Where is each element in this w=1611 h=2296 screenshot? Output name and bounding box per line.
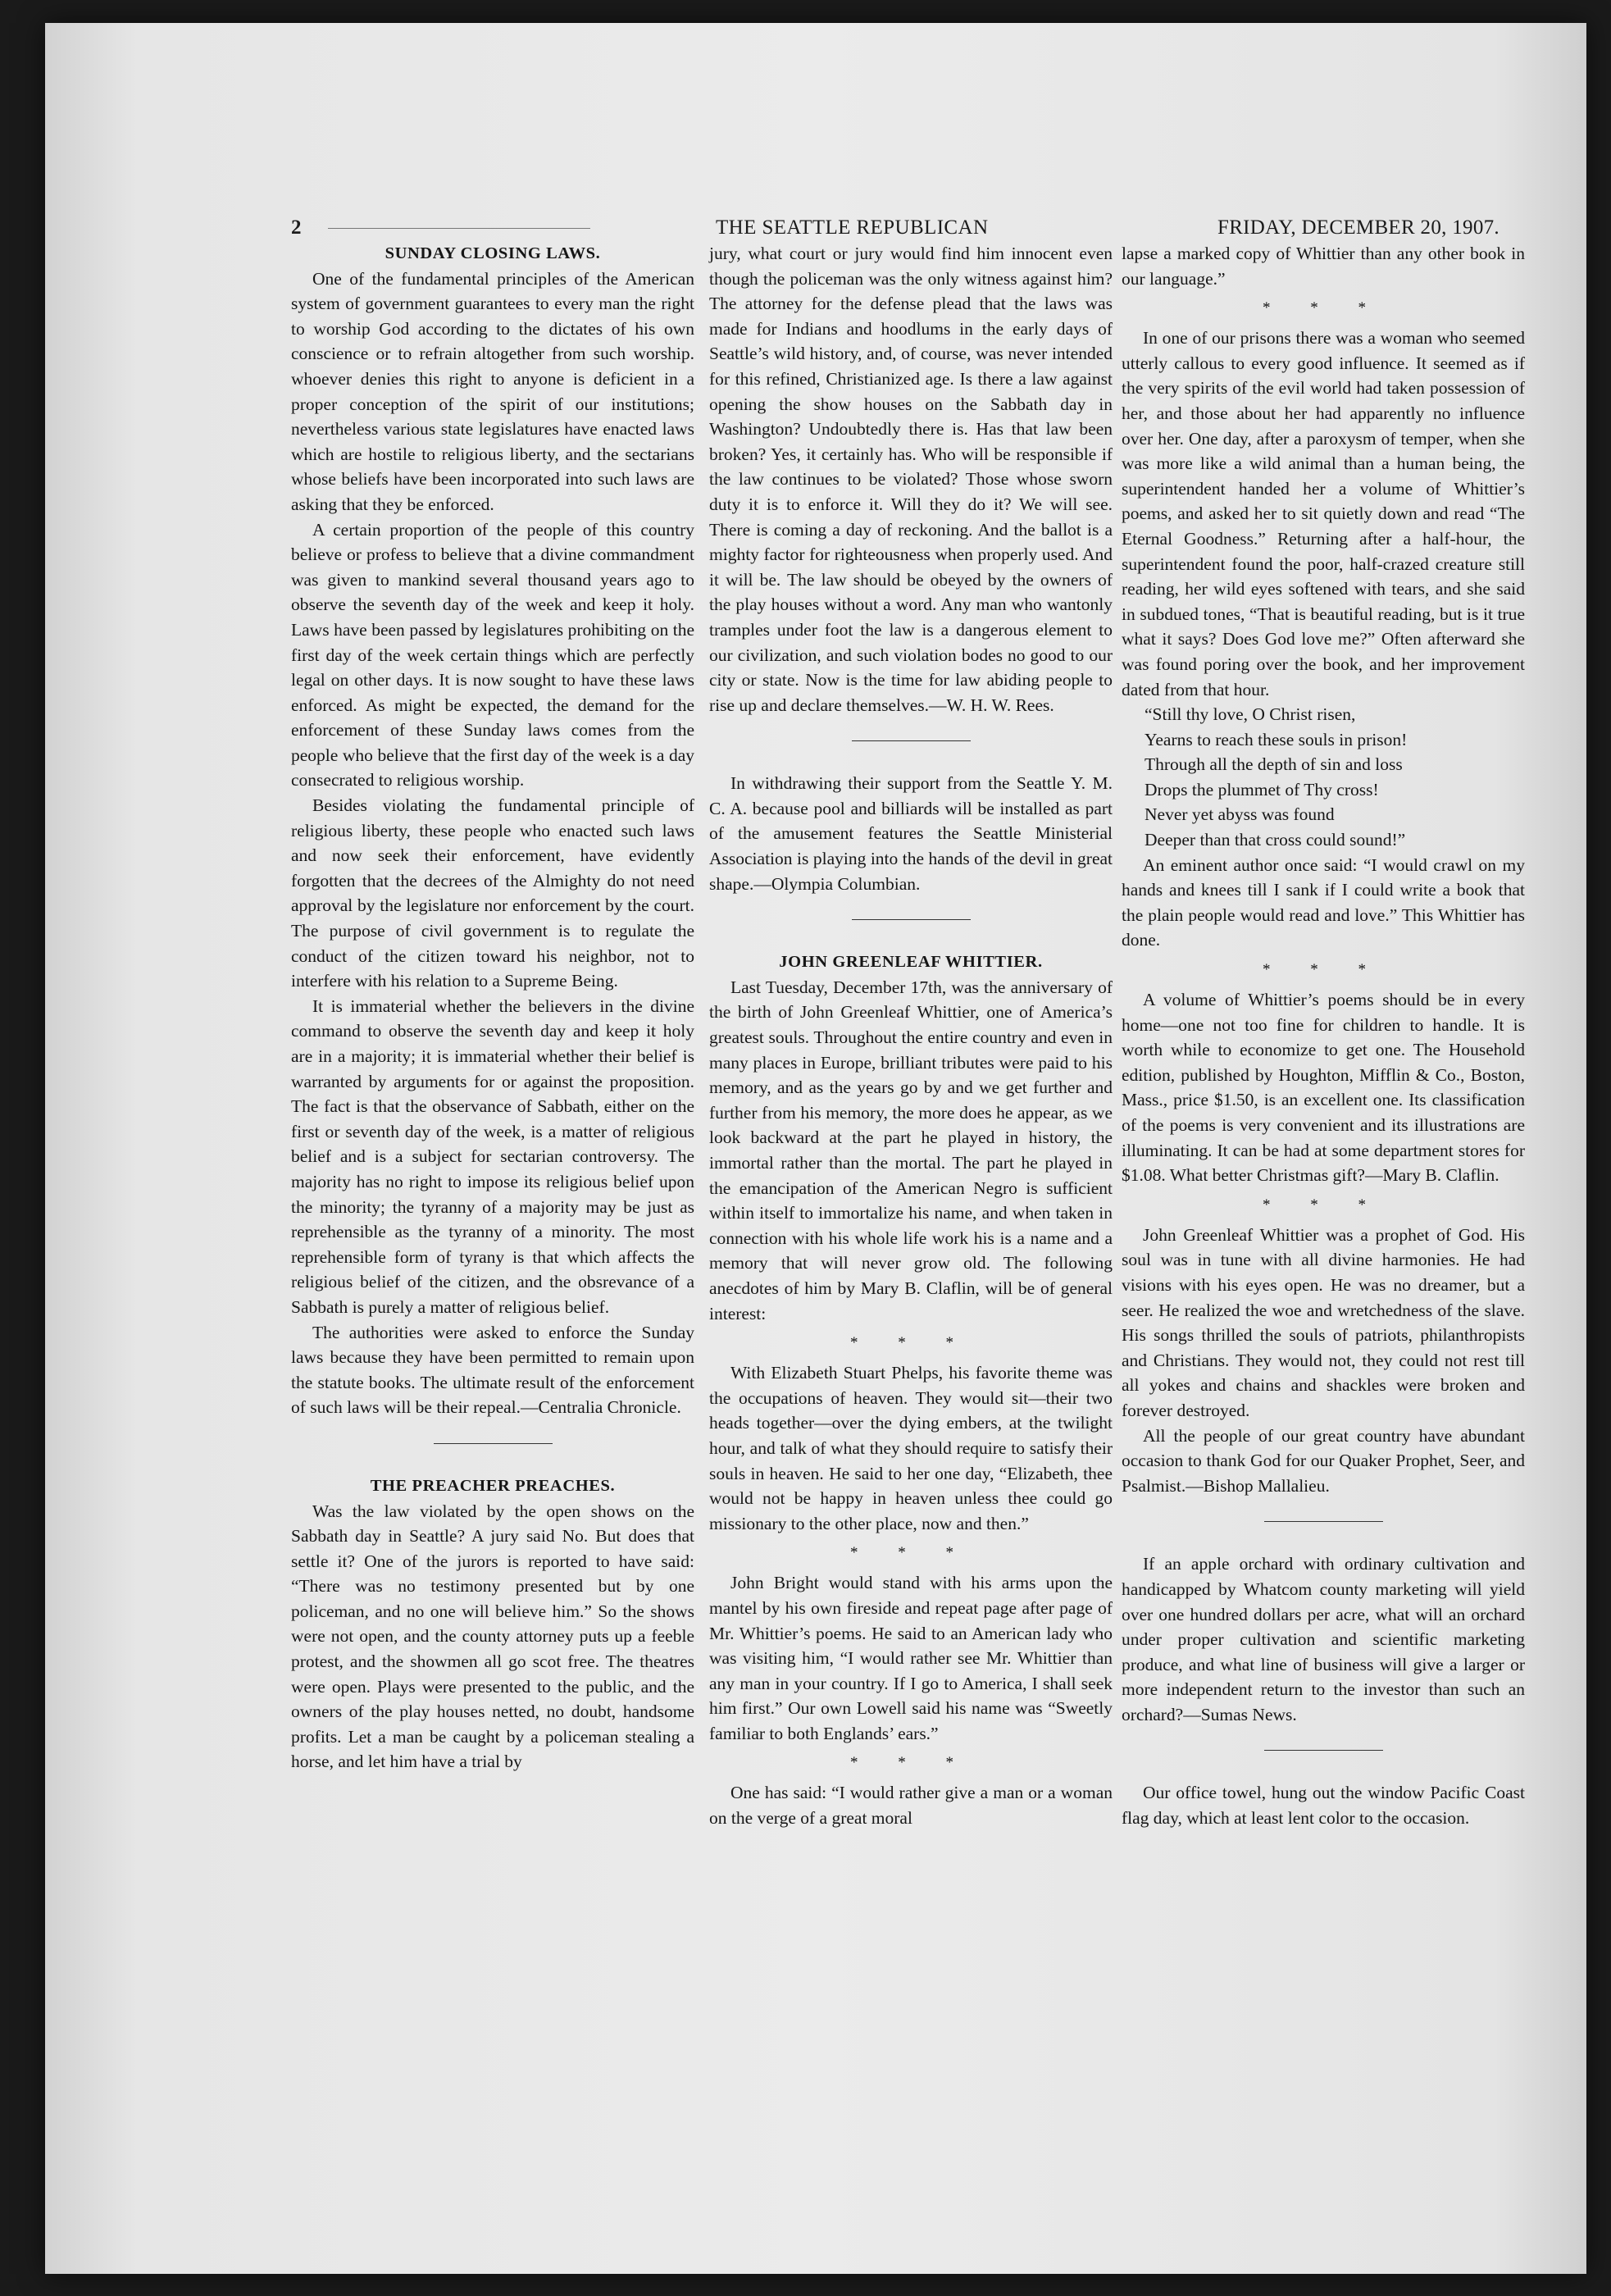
paragraph: The authorities were asked to enforce the Sunday laws because they have been permitted to remain upon the statute books. The ultimate result of the enforcement of such laws will be their repeal.—Centralia Chronicle. xyxy=(291,1322,694,1418)
paragraph-whittier-4-continued: lapse a marked copy of Whittier than any other book in our language.” xyxy=(1122,244,1525,289)
verse-line: Drops the plummet of Thy cross! xyxy=(1145,779,1379,800)
section-stars: * * * xyxy=(1263,299,1384,317)
verse-line: “Still thy love, O Christ risen, xyxy=(1145,704,1356,725)
paragraph: In one of our prisons there was a woman who seemed utterly callous to every good influence. It seemed as if the very spirits of the evil world had taken possession of her, and those about her had apparently no influence over her. One day, after a paroxysm of temper, when she was more like a wild animal than a human being, the superintendent handed her a volume of Whittier’s poems, and asked her to sit quietly down and read “The Eternal Goodness.” Returning after a half-hour, the superintendent found the poor, half-crazed creature still reading, her wild eyes softened with tears, and she said in subdued tones, “That is beautiful reading, but is it true what it says? Does God love me?” Often afterward she was found poring over the book, and her improvement dated from that hour. xyxy=(1122,328,1525,699)
paragraph: In withdrawing their support from the Seattle Y. M. C. A. because pool and billiards will be installed as part of the amusement features the Seattle Ministerial Association is playing into the hands of the devil in great shape.—Olympia Columbian. xyxy=(709,773,1113,894)
paragraph: With Elizabeth Stuart Phelps, his favorite theme was the occupations of heaven. They would sit—their two heads together—over the dying embers, at the twilight hour, and talk of what they should require to satisfy their souls in heaven. He said to her one day, “Elizabeth, thee would not be happy in heaven unless thee could go missionary to the other place, now and then.” xyxy=(709,1363,1113,1533)
paragraph: If an apple orchard with ordinary cultivation and handicapped by Whatcom county marketing will yield over one hundred dollars per acre, what will an orchard under proper cultivation and scientific marketing produce, and what line of business will give a larger or more independent return to the investor than such an orchard?—Sumas News. xyxy=(1122,1554,1525,1724)
paragraph: John Bright would stand with his arms upon the mantel by his own fireside and repeat page after page of Mr. Whittier’s poems. He said to an American lady who was visiting him, “I would rather see Mr. Whittier than any man in your country. If I go to America, I shall seek him first.” Our own Lowell said his name was “Sweetly familiar to both Englands’ ears.” xyxy=(709,1573,1113,1743)
verse-line: Deeper than that cross could sound!” xyxy=(1145,830,1406,850)
verse-line: Never yet abyss was found xyxy=(1145,804,1335,825)
column-1 xyxy=(291,241,694,1774)
section-stars: * * * xyxy=(850,1544,972,1562)
verse-line: Through all the depth of sin and loss xyxy=(1145,754,1403,775)
paragraph: It is immaterial whether the believers in the divine command to observe the seventh day and keep it holy are in a majority; it is immaterial whether their belief is warranted by arguments for or against the proposition. The fact is that the observance of Sabbath, either on the first or seventh day of the week, is a matter of religious belief and is a subject for sectarian controversy. The majority has no right to impose its religious belief upon the minority; the tyranny of a majority may be just as reprehensible as the tyranny of a minority. The most reprehensible form of tyrany is that which affects the religious belief of the citizen, and the obsrevance of a Sabbath is purely a matter of religious belief. xyxy=(291,995,694,1317)
paragraph-preacher: Was the law violated by the open shows on the Sabbath day in Seattle? A jury said No. But does that settle it? One of the jurors is reported to have said: “There was no testimony presented but by one policeman, and no one will believe him.” So the shows were not open, and the county attorney puts up a feeble protest, and the showmen all go scot free. The theatres were open. Plays were presented to the public, and the owners of the play houses netted, no doubt, handsome profits. Let a man be caught by a policeman stealing a horse, and let him have a trial by xyxy=(291,1501,694,1772)
paragraph: Our office towel, hung out the window Pacific Coast flag day, which at least lent color to the occasion. xyxy=(1122,1783,1525,1829)
paragraph: A volume of Whittier’s poems should be in every home—one not too fine for children to handle. It is worth while to economize to get one. The Household edition, published by Houghton, Mifflin & Co., Boston, Mass., price $1.50, is an excellent one. Its classification of the poems is very convenient and its illustrations are illuminating. It can be had at some department stores for $1.08. What better Christmas gift?—Mary B. Claflin. xyxy=(1122,990,1525,1186)
paragraph: Besides violating the fundamental principle of religious liberty, these people who enacted such laws and now seek their enforcement, have evidently forgotten that the decrees of the Almighty do not need approval by the legislature nor enforcement by the court. The purpose of civil government is to regulate the conduct of the citizen toward his neighbor, not to interfere with his relation to a Supreme Being. xyxy=(291,795,694,991)
paragraph-preacher-continued: jury, what court or jury would find him innocent even though the policeman was the only witness against him? The attorney for the defense plead that the laws was made for Indians and hoodlums in the early days of Seattle’s wild history, and, of course, was never intended for this refined, Christianized age. Is there a law against opening the show houses on the Sabbath day in Washington? Undoubtedly there is. Has that law been broken? Yes, it certainly has. Who will be responsible if the law continues to be violated? Those whose sworn duty it is to enforce it. Will they do it? We will see. There is coming a day of reckoning. And the ballot is a mighty factor for righteousness when properly used. And it will be. The law should be obeyed by the owners of the play houses without a word. Any man who wantonly tramples under foot the law is a dangerous element to our civilization, and such violation bodes no good to our city or state. Now is the time for law abiding people to rise up and declare themselves.—W. H. W. Rees. xyxy=(709,244,1113,715)
column-2 xyxy=(709,241,1113,1831)
column-3 xyxy=(1122,241,1525,1831)
section-stars: * * * xyxy=(1263,961,1384,979)
issue-date: FRIDAY, DECEMBER 20, 1907. xyxy=(1217,216,1500,239)
paper-name: THE SEATTLE REPUBLICAN xyxy=(716,216,989,239)
poem-verse xyxy=(1122,702,1525,853)
separator-rule xyxy=(1264,1521,1383,1522)
paragraph: An eminent author once said: “I would crawl on my hands and knees till I sank if I could write a book that the plain people would read and love.” This Whittier has done. xyxy=(1122,854,1525,950)
verse-line: Yearns to reach these souls in prison! xyxy=(1145,729,1408,749)
paragraph-whittier-4: One has said: “I would rather give a man or a woman on the verge of a great moral xyxy=(709,1783,1113,1829)
section-stars: * * * xyxy=(1263,1196,1384,1214)
header-rule xyxy=(328,228,590,229)
paragraph: A certain proportion of the people of this country believe or profess to believe that a divine commandment was given to mankind several thousand years ago to observe the seventh day of the week and keep it holy. Laws have been passed by legislatures prohibiting on the first day of the week certain things which are perfectly legal on other days. It is now sought to have these laws enforced. As might be expected, the demand for the enforcement of these Sunday laws comes from the people who believe that the first day of the week is a day consecrated to religious worship. xyxy=(291,519,694,790)
newspaper-page xyxy=(45,23,1586,2274)
page-number: 2 xyxy=(291,216,302,239)
paragraph: One of the fundamental principles of the American system of government guarantees to every man the right to worship God according to the dictates of his own conscience or to refrain altogether from such worship. whoever denies this right to anyone is deficient in a proper conception of the spirit of our institutions; nevertheless various state legislatures have enacted laws which are hostile to religious liberty, and the sectarians whose beliefs have been incorporated into such laws are asking that they be enforced. xyxy=(291,268,694,514)
separator-rule xyxy=(434,1443,553,1444)
paragraph: Last Tuesday, December 17th, was the anniversary of the birth of John Greenleaf Whittier, one of America’s greatest souls. Throughout the entire country and even in many places in Europe, brilliant tributes were paid to his memory, and as the years go by and we get further and further from his memory, the more does he appear, as we look backward at the part he played in history, the immortal rather than the mortal. The part he played in the emancipation of the American Negro is sufficient within itself to immortalize his name, and when taken in connection with his whole life work his is a name and a memory that will never grow old. The following anecdotes of him by Mary B. Claflin, will be of general interest: xyxy=(709,977,1113,1323)
section-stars: * * * xyxy=(850,1754,972,1772)
article-title-preacher: THE PREACHER PREACHES. xyxy=(370,1476,616,1495)
separator-rule xyxy=(1264,1750,1383,1751)
separator-rule xyxy=(852,740,971,741)
paragraph: All the people of our great country have abundant occasion to thank God for our Quaker Prophet, Seer, and Psalmist.—Bishop Mallalieu. xyxy=(1122,1425,1525,1496)
article-title-sunday-closing: SUNDAY CLOSING LAWS. xyxy=(385,244,601,262)
section-stars: * * * xyxy=(850,1334,972,1352)
separator-rule xyxy=(852,919,971,920)
article-title-whittier: JOHN GREENLEAF WHITTIER. xyxy=(779,953,1043,972)
paragraph: John Greenleaf Whittier was a prophet of God. His soul was in tune with all divine harmonies. He had visions with his eyes open. He was no dreamer, but a seer. He realized the woe and wretchedness of the slave. His songs thrilled the souls of patriots, philanthropists and Christians. They would not, they could not rest till all yokes and chains and shackles were broken and forever destroyed. xyxy=(1122,1224,1525,1420)
